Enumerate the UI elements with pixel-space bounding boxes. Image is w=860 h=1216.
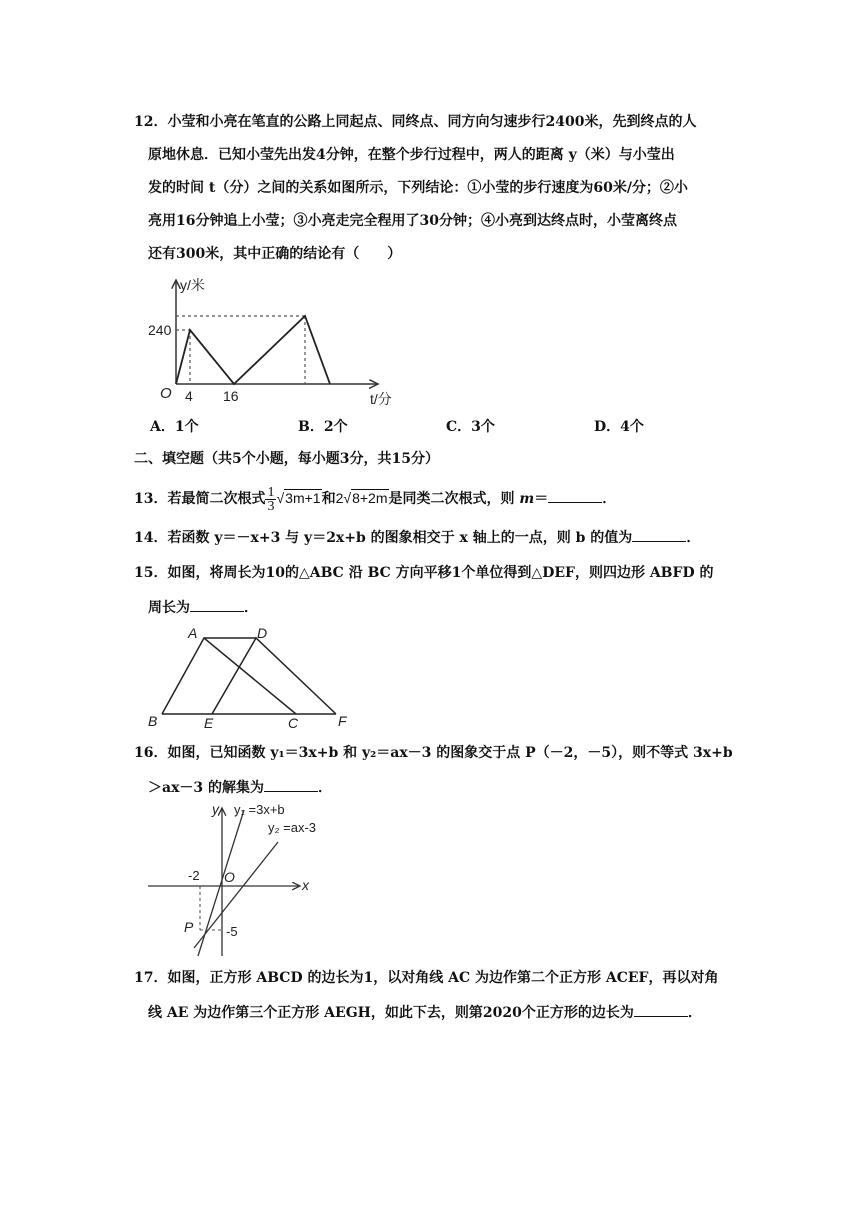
answer-blank-13[interactable] (548, 488, 602, 503)
point-c-label: C (288, 715, 299, 731)
point-a-label: A (188, 625, 198, 641)
option-b: B．2个 (298, 419, 348, 435)
point-d-label: D (257, 625, 268, 641)
point-f-label: F (338, 713, 347, 729)
q12-line-3: 发的时间 t（分）之间的关系如图所示，下列结论：①小莹的步行速度为60米/分；②小 (148, 180, 688, 196)
x-tick-neg2: -2 (188, 868, 200, 883)
y2-label: y₂ =ax-3 (268, 820, 317, 835)
origin-label: O (160, 385, 172, 402)
q16-x-label: x (302, 877, 309, 893)
answer-blank-15[interactable] (190, 597, 244, 612)
point-p-label: P (184, 919, 194, 935)
q12-line-2: 原地休息．已知小莹先出发4分钟，在整个步行过程中，两人的距离 y（米）与小莹出 (148, 147, 675, 163)
fraction: $\frac{1}{3}$ (267, 484, 275, 514)
x-tick-16: 16 (223, 388, 239, 404)
q16-line-2: ＞ax－3 的解集为 ． (148, 777, 332, 798)
q15-figure (140, 622, 370, 732)
section-heading: 二、填空题（共5个小题，每小题3分，共15分） (134, 451, 439, 467)
point-b-label: B (148, 713, 158, 729)
y-tick-neg5: -5 (226, 924, 238, 939)
q15-line-2: 周长为 ． (148, 597, 258, 618)
q17-line-2: 线 AE 为边作第三个正方形 AEGH，如此下去，则第2020个正方形的边长为 ． (148, 1002, 702, 1023)
answer-blank-14[interactable] (632, 527, 686, 542)
option-a: A．1个 (150, 419, 199, 435)
q13-line: 13．若最简二次根式 $\frac{1}{3}$ √3m+1和2√8+2m是同类二次根式，则 m＝ ． (134, 484, 617, 514)
q12-line-5: 还有300米，其中正确的结论有（ ） (148, 246, 402, 262)
q16-origin-label: O (224, 869, 235, 885)
q12-graph (140, 270, 400, 410)
q16-graph (140, 798, 340, 960)
q14-line: 14．若函数 y＝－x+3 与 y＝2x+b 的图象相交于 x 轴上的一点，则 b 的值为 ． (134, 527, 700, 548)
y-tick-240: 240 (148, 322, 172, 338)
triangle-def (212, 638, 336, 714)
q12-line-4: 亮用16分钟追上小莹；③小亮走完全程用了30分钟；④小亮到达终点时，小莹离终点 (148, 213, 677, 229)
x-tick-4: 4 (185, 388, 193, 404)
y-axis-label: y/米 (180, 277, 205, 293)
answer-blank-16[interactable] (264, 777, 318, 792)
q15-line-1: 15．如图，将周长为10的△ABC 沿 BC 方向平移1个单位得到△DEF，则四边形 ABFD 的 (134, 565, 714, 581)
x-axis-label: t/分 (370, 391, 392, 407)
option-c: C．3个 (446, 419, 495, 435)
answer-blank-17[interactable] (634, 1002, 688, 1017)
q16-y-label: y (212, 801, 219, 817)
y1-label: y₁ =3x+b (234, 802, 285, 817)
triangle-abc (162, 638, 296, 714)
q16-line-1: 16．如图，已知函数 y₁＝3x+b 和 y₂＝ax－3 的图象交于点 P（－2，－5），则不等式 3x+b (134, 745, 733, 761)
q12-line-1: 12．小莹和小亮在笔直的公路上同起点、同终点、同方向匀速步行2400米，先到终点的人 (134, 114, 697, 130)
distance-curve (176, 316, 330, 384)
option-d: D．4个 (594, 419, 644, 435)
point-e-label: E (204, 715, 214, 731)
q17-line-1: 17．如图，正方形 ABCD 的边长为1，以对角线 AC 为边作第二个正方形 ACEF，再以对角 (134, 970, 719, 986)
